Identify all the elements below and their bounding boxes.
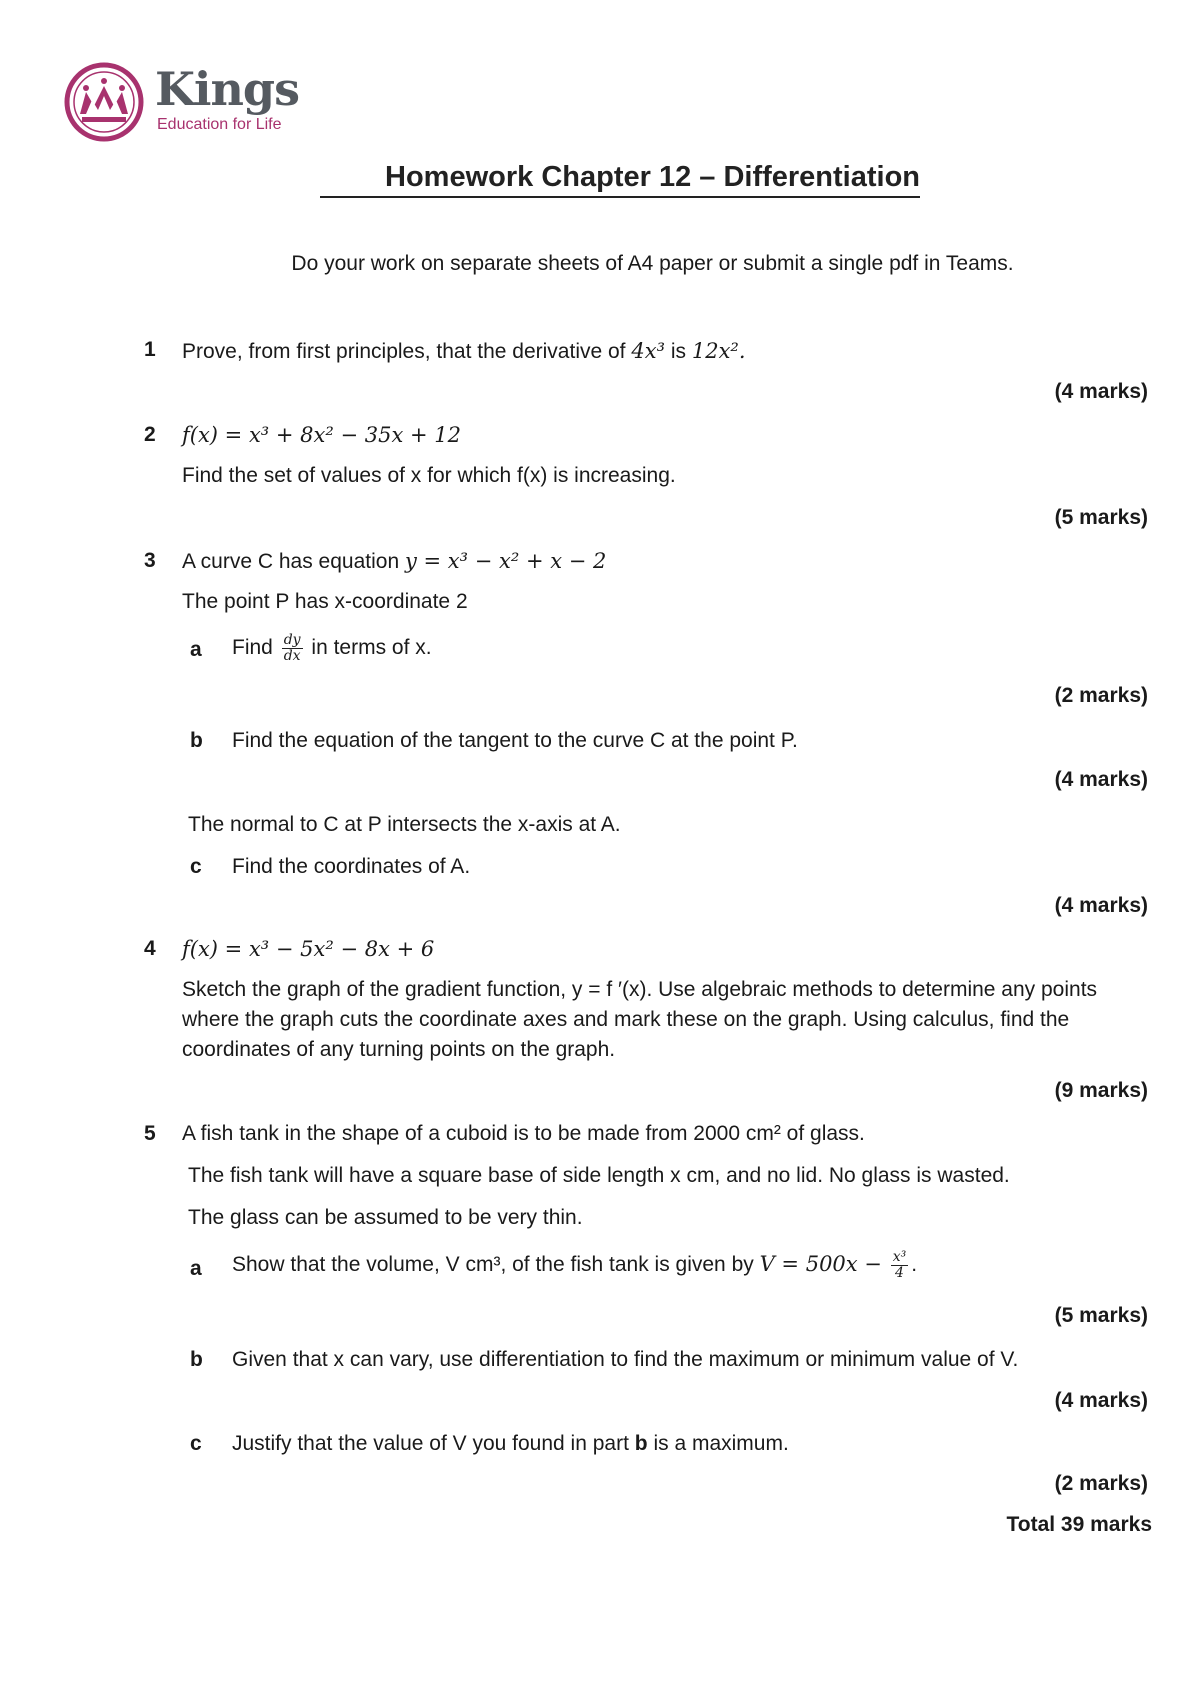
page-title: Homework Chapter 12 – Differentiation bbox=[320, 160, 920, 198]
q4-text: Sketch the graph of the gradient function, y = f ′(x). Use algebraic methods to determine any points where the graph cuts the coordinate axes and mark these on the graph. Using calculus, find the coordinates of any turning points on the graph. bbox=[182, 978, 1098, 1061]
q3-normal-text: The normal to C at P intersects the x-axis at A. bbox=[188, 813, 621, 836]
frac-denominator: 4 bbox=[895, 1265, 904, 1281]
q5a-marks: (5 marks) bbox=[1054, 1304, 1148, 1327]
part-label: b bbox=[190, 729, 203, 752]
question-number: 4 bbox=[144, 937, 156, 960]
q1-prompt: Prove, from first principles, that the derivative of bbox=[182, 340, 626, 363]
q5-line-3: The glass can be assumed to be very thin. bbox=[188, 1206, 583, 1229]
q1-expression-2: 12x². bbox=[691, 339, 746, 363]
q3-intro-text: A curve C has equation bbox=[182, 550, 400, 573]
logo-tagline: Education for Life bbox=[157, 116, 282, 133]
question-number: 2 bbox=[144, 423, 156, 446]
logo-wordmark: Kings bbox=[155, 62, 299, 116]
q3a-pre: Find bbox=[232, 636, 273, 660]
q2-equation: f(x) = x³ + 8x² − 35x + 12 bbox=[182, 423, 461, 447]
crown-crest-icon bbox=[62, 60, 146, 144]
q5c-marks: (2 marks) bbox=[1054, 1472, 1148, 1495]
q1-marks: (4 marks) bbox=[1054, 380, 1148, 403]
frac-numerator: x³ bbox=[892, 1249, 907, 1265]
q3c-marks: (4 marks) bbox=[1054, 894, 1148, 917]
q3-point: The point P has x-coordinate 2 bbox=[182, 590, 468, 613]
q5a-end: . bbox=[911, 1253, 918, 1277]
q5a-prompt: Show that the volume, V cm³, of the fish tank is given by bbox=[232, 1253, 754, 1277]
question-number: 1 bbox=[144, 338, 156, 361]
q5a-equation: V = 500x − bbox=[759, 1252, 882, 1277]
q2-text: Find the set of values of x for which f(x) is increasing. bbox=[182, 464, 676, 487]
kings-logo bbox=[62, 60, 299, 144]
question-number: 5 bbox=[144, 1122, 156, 1145]
part-label: c bbox=[190, 855, 202, 878]
q5c-text bbox=[232, 1430, 789, 1458]
part-label: a bbox=[190, 1257, 202, 1280]
q5a-text bbox=[232, 1250, 917, 1281]
q3a-marks: (2 marks) bbox=[1054, 684, 1148, 707]
question-number: 3 bbox=[144, 549, 156, 572]
q5b-marks: (4 marks) bbox=[1054, 1389, 1148, 1412]
q5c-post: is a maximum. bbox=[653, 1432, 789, 1455]
q5c-bold: b bbox=[634, 1432, 648, 1455]
q3c-text: Find the coordinates of A. bbox=[232, 855, 471, 878]
q3b-text: Find the equation of the tangent to the curve C at the point P. bbox=[232, 729, 798, 752]
q1-expression-1: 4x³ bbox=[631, 339, 665, 363]
q1-mid: is bbox=[670, 340, 686, 363]
q5-line-2: The fish tank will have a square base of side length x cm, and no lid. No glass is wasted. bbox=[188, 1164, 1010, 1187]
q4-equation: f(x) = x³ − 5x² − 8x + 6 bbox=[182, 937, 435, 961]
q3b-marks: (4 marks) bbox=[1054, 768, 1148, 791]
q5-intro: A fish tank in the shape of a cuboid is to be made from 2000 cm² of glass. bbox=[182, 1122, 865, 1145]
q2-marks: (5 marks) bbox=[1054, 506, 1148, 529]
part-label: c bbox=[190, 1432, 202, 1455]
part-label: a bbox=[190, 638, 202, 661]
q3-equation: y = x³ − x² + x − 2 bbox=[404, 549, 607, 573]
question-1-text bbox=[182, 337, 746, 366]
q3a-text bbox=[232, 633, 432, 664]
q5b-text: Given that x can vary, use differentiation to find the maximum or minimum value of V. bbox=[232, 1348, 1019, 1371]
part-label: b bbox=[190, 1348, 203, 1371]
frac-numerator: dy bbox=[283, 632, 301, 648]
frac-denominator: dx bbox=[283, 648, 301, 664]
dy-dx-fraction bbox=[282, 633, 303, 664]
q5c-pre: Justify that the value of V you found in part bbox=[232, 1432, 629, 1455]
x-cubed-over-4-fraction bbox=[891, 1250, 909, 1281]
q3-intro bbox=[182, 547, 606, 576]
q4-marks: (9 marks) bbox=[1054, 1079, 1148, 1102]
total-marks: Total 39 marks bbox=[1006, 1513, 1152, 1536]
instructions: Do your work on separate sheets of A4 paper or submit a single pdf in Teams. bbox=[291, 252, 1014, 275]
q3a-post: in terms of x. bbox=[311, 636, 432, 660]
